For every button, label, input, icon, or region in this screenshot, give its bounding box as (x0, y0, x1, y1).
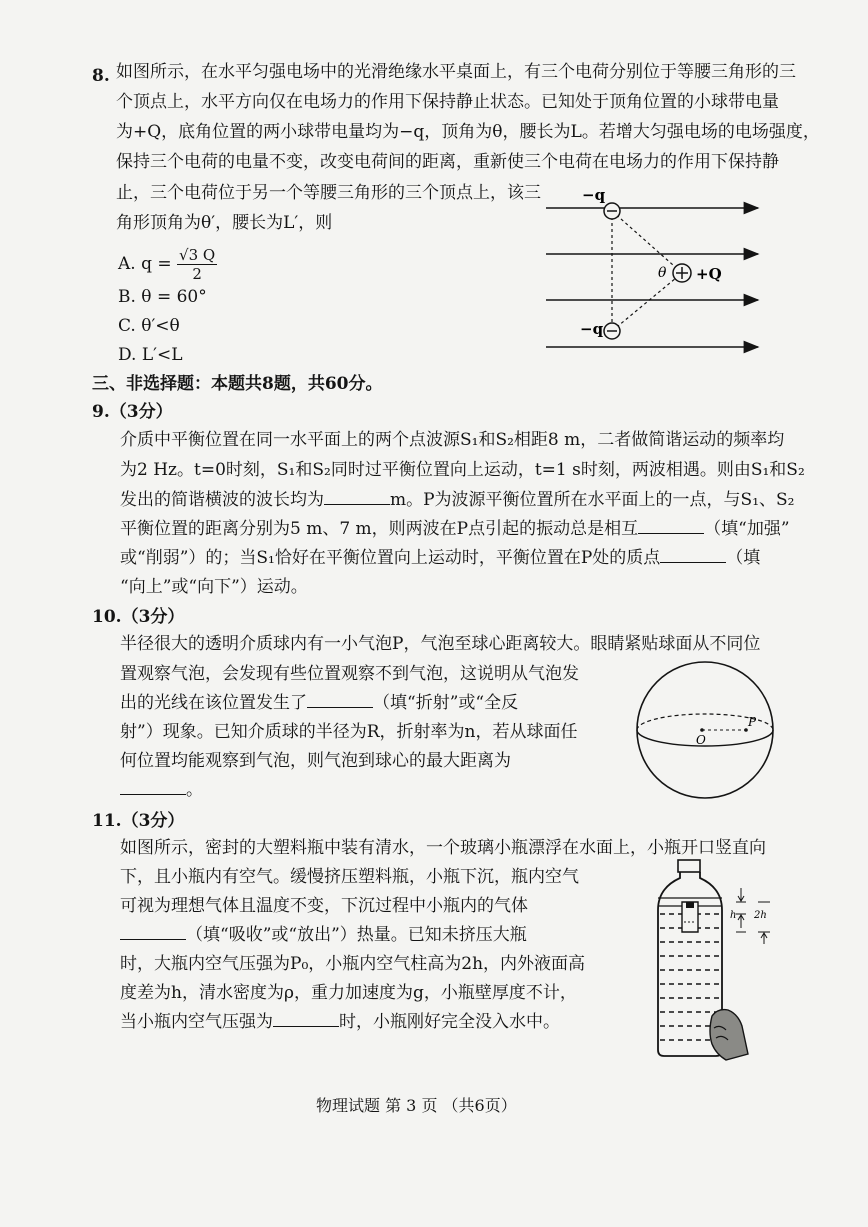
q8-option-b: B. θ = 60° (118, 287, 207, 307)
label-bottom-charge: −q (580, 320, 604, 338)
q9-blank-3 (660, 548, 726, 563)
q10-line4: 射”）现象。已知介质球的半径为R，折射率为n，若从球面任 (120, 722, 578, 742)
q10-line3-end: （填“折射”或“全反 (373, 693, 519, 713)
q9-line4 (120, 519, 790, 539)
q8-line3: 为+Q，底角位置的两小球带电量均为−q，顶角为θ，腰长为L。若增大匀强电场的电场强度， (116, 122, 820, 142)
hand-icon (710, 1010, 748, 1060)
q11-line7 (120, 1012, 560, 1032)
q8-option-a-fraction (177, 246, 217, 283)
q11-line4 (120, 925, 527, 945)
page-footer: 物理试题 第 3 页 （共6页） (316, 1096, 517, 1115)
q11-blank-1 (120, 925, 186, 940)
q8-line1: 如图所示，在水平匀强电场中的光滑绝缘水平桌面上，有三个电荷分别位于等腰三角形的三 (116, 62, 796, 82)
q9-line2: 为2 Hz。t=0时刻，S₁和S₂同时过平衡位置向上运动，t=1 s时刻，两波相遇。则由S₁和S₂ (120, 460, 805, 480)
label-top-charge: −q (582, 186, 606, 204)
q8-line5: 止，三个电荷位于另一个等腰三角形的三个顶点上，该三 (116, 183, 541, 203)
q8-line4: 保持三个电荷的电量不变，改变电荷间的距离，重新使三个电荷在电场力的作用下保持静 (116, 152, 779, 172)
q8-option-d: D. L′<L (118, 345, 183, 365)
q11-line6: 度差为h，清水密度为ρ，重力加速度为g，小瓶壁厚度不计， (120, 983, 577, 1003)
q9-line5-end: （填 (726, 548, 761, 568)
label-right-charge: +Q (696, 265, 722, 283)
q8-option-a (118, 246, 217, 283)
q9-line3-end: m。P为波源平衡位置所在水平面上的一点，与S₁、S₂ (390, 490, 795, 510)
q11-line4-text: （填“吸收”或“放出”）热量。已知未挤压大瓶 (186, 925, 527, 945)
q11-blank-2 (273, 1012, 339, 1027)
q11-number: 11.（3分） (92, 811, 185, 831)
q10-line5: 何位置均能观察到气泡，则气泡到球心的最大距离为 (120, 751, 511, 771)
q11-line2: 下，且小瓶内有空气。缓慢挤压塑料瓶，小瓶下沉，瓶内空气 (120, 867, 579, 887)
label-2h: 2h (754, 910, 767, 921)
label-center: O (696, 733, 706, 747)
q11-line7-start: 当小瓶内空气压强为 (120, 1012, 273, 1032)
label-h: h (730, 910, 737, 921)
q11-line5: 时，大瓶内空气压强为P₀，小瓶内空气柱高为2h，内外液面高 (120, 954, 586, 974)
q9-line4-end: （填“加强” (704, 519, 790, 539)
q10-blank-2 (120, 780, 186, 795)
q10-line6 (120, 780, 203, 800)
q8-line6: 角形顶角为θ′，腰长为L′，则 (116, 213, 333, 233)
q10-line3 (120, 693, 518, 713)
q9-line3 (120, 490, 794, 510)
q8-line2: 个顶点上，水平方向仅在电场力的作用下保持静止状态。已知处于顶角位置的小球带电量 (116, 92, 779, 112)
q10-line2: 置观察气泡，会发现有些位置观察不到气泡，这说明从气泡发 (120, 664, 579, 684)
q10-sphere-figure (630, 660, 780, 810)
triangle-side-bottom (612, 273, 682, 331)
q8-option-a-denominator: 2 (192, 265, 202, 283)
q11-line3: 可视为理想气体且温度不变，下沉过程中小瓶内的气体 (120, 896, 528, 916)
q11-line7-end: 时，小瓶刚好完全没入水中。 (339, 1012, 560, 1032)
label-bubble: P (748, 715, 757, 729)
q8-field-figure (540, 180, 770, 360)
q9-line6: “向上”或“向下”）运动。 (120, 577, 308, 597)
q8-option-a-prefix: A. q = (118, 254, 172, 274)
q10-number: 10.（3分） (92, 607, 185, 627)
q10-blank-1 (307, 693, 373, 708)
q11-line1: 如图所示，密封的大塑料瓶中装有清水，一个玻璃小瓶漂浮在水面上，小瓶开口竖直向 (120, 838, 766, 858)
q8-option-a-numerator: √3 Q (179, 246, 216, 264)
bottle-cap (678, 860, 700, 872)
label-angle: θ (658, 265, 667, 281)
q10-line1: 半径很大的透明介质球内有一小气泡P，气泡至球心距离较大。眼睛紧贴球面从不同位 (120, 634, 761, 654)
q9-number: 9.（3分） (92, 402, 173, 422)
q10-line3-start: 出的光线在该位置发生了 (120, 693, 307, 713)
q11-bottle-figure (650, 858, 780, 1063)
q9-line5 (120, 548, 760, 568)
q8-option-c: C. θ′<θ (118, 316, 180, 336)
q9-line1: 介质中平衡位置在同一水平面上的两个点波源S₁和S₂相距8 m，二者做简谐运动的频率均 (120, 430, 785, 450)
q9-blank-2 (638, 519, 704, 534)
q9-line3-start: 发出的简谐横波的波长均为 (120, 490, 324, 510)
q10-line6-end: 。 (186, 780, 203, 800)
triangle-side-top (612, 211, 682, 273)
section-3-heading: 三、非选择题：本题共8题，共60分。 (92, 374, 383, 394)
center-point (700, 728, 704, 732)
q9-line5-start: 或“削弱”）的；当S₁恰好在平衡位置向上运动时，平衡位置在P处的质点 (120, 548, 661, 568)
q9-line4-start: 平衡位置的距离分别为5 m、7 m，则两波在P点引起的振动总是相互 (120, 519, 639, 539)
q8-number: 8. (92, 66, 110, 86)
q9-blank-1 (324, 490, 390, 505)
